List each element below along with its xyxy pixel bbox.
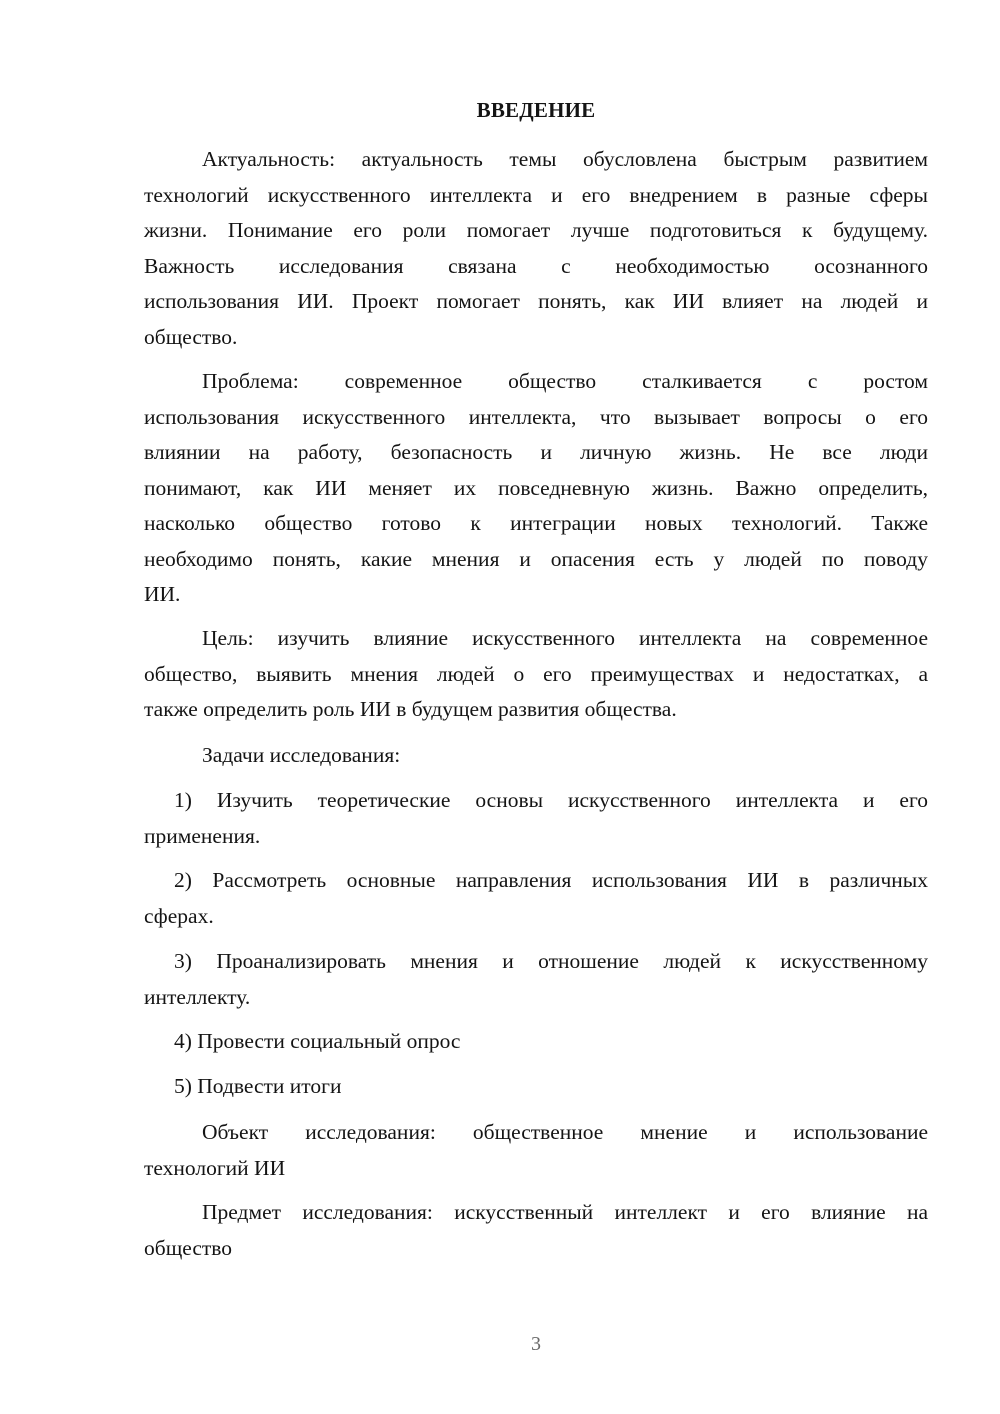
text-line: влиянии на работу, безопасность и личную жизнь. Не все люди	[144, 440, 928, 464]
text-line: общество, выявить мнения людей о его преимуществах и недостатках, а	[144, 661, 928, 686]
subject-paragraph	[144, 1195, 928, 1266]
text-line: 4) Провести социальный опрос	[174, 1029, 461, 1053]
text-line: также определить роль ИИ в будущем развития общества.	[144, 697, 677, 721]
text-line: насколько общество готово к интеграции новых технологий. Также	[144, 511, 928, 535]
text-line: применения.	[144, 823, 261, 848]
text-line: Проблема: современное общество сталкивается с ростом	[202, 369, 928, 393]
task-item-1	[144, 783, 928, 854]
text-line: использования ИИ. Проект помогает понять, как ИИ влияет на людей и	[144, 289, 928, 313]
text-line: ИИ.	[144, 582, 181, 606]
text-line: технологий ИИ	[144, 1155, 286, 1180]
page-number: 3	[531, 1333, 541, 1355]
section-title: ВВЕДЕНИЕ	[476, 98, 596, 122]
text-line: 5) Подвести итоги	[174, 1074, 342, 1098]
text-line: понимают, как ИИ меняет их повседневную жизнь. Важно определить,	[144, 475, 928, 500]
text-line: 1) Изучить теоретические основы искусственного интеллекта и его	[174, 788, 928, 812]
text-line: технологий искусственного интеллекта и его внедрением в разные сферы	[144, 182, 928, 207]
object-paragraph	[144, 1115, 928, 1186]
text-line: Предмет исследования: искусственный интеллект и его влияние на	[202, 1200, 928, 1224]
goal-paragraph	[144, 621, 928, 728]
task-item-5	[144, 1069, 928, 1105]
text-line: Цель: изучить влияние искусственного интеллекта на современное	[202, 626, 928, 650]
text-line: сферах.	[144, 903, 214, 928]
problem-paragraph	[144, 364, 928, 613]
task-item-2	[144, 863, 928, 934]
text-line: общество	[144, 1235, 233, 1260]
text-line: Задачи исследования:	[202, 743, 401, 767]
task-item-4	[144, 1024, 928, 1060]
text-line: 2) Рассмотреть основные направления использования ИИ в различных	[174, 868, 928, 892]
relevance-paragraph	[144, 142, 928, 355]
text-line: Актуальность: актуальность темы обусловлена быстрым развитием	[202, 147, 928, 171]
text-line: Важность исследования связана с необходимостью осознанного	[144, 253, 928, 278]
task-item-3	[144, 944, 928, 1015]
text-line: общество.	[144, 324, 238, 349]
text-line: Объект исследования: общественное мнение и использование	[202, 1120, 928, 1144]
text-line: использования искусственного интеллекта, что вызывает вопросы о его	[144, 404, 928, 429]
text-line: необходимо понять, какие мнения и опасения есть у людей по поводу	[144, 546, 928, 571]
tasks-heading	[144, 738, 928, 774]
text-line: интеллекту.	[144, 984, 251, 1009]
text-line: жизни. Понимание его роли помогает лучше подготовиться к будущему.	[144, 218, 928, 242]
text-line: 3) Проанализировать мнения и отношение людей к искусственному	[174, 949, 928, 973]
